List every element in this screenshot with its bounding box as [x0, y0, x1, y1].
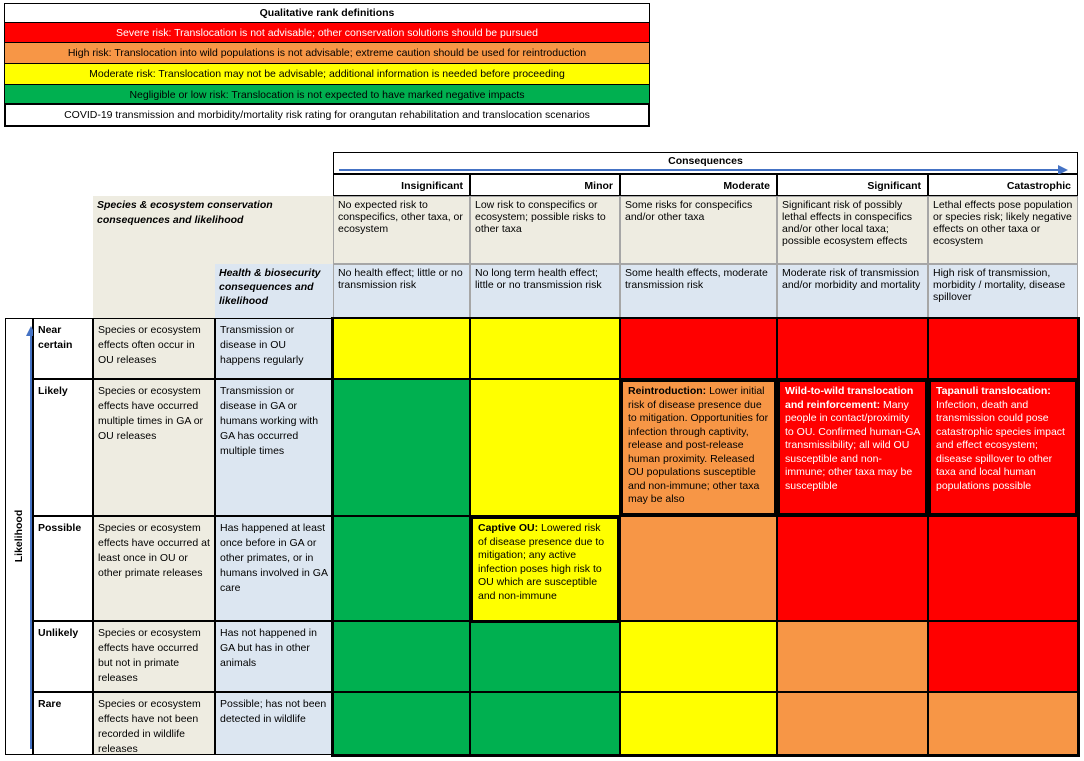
legend-low-risk: Negligible or low risk: Translocation is not expected to have marked negative impacts	[4, 84, 650, 105]
species-consequence-significant: Significant risk of possibly lethal effects in conspecifics and/or other local taxa; possible ecosystem effects	[777, 196, 928, 264]
row-label-possible: Possible	[33, 516, 93, 621]
legend-high-risk: High risk: Translocation into wild populations is not advisable; extreme caution should be used for reintroduction	[4, 42, 650, 64]
col-header-moderate: Moderate	[620, 174, 777, 196]
scenario-reintroduction	[620, 379, 777, 516]
row-species-rare: Species or ecosystem effects have not been recorded in wildlife releases	[93, 692, 215, 755]
likelihood-arrow-line	[30, 335, 32, 749]
consequences-arrow-line	[339, 169, 1061, 171]
row-health-likely: Transmission or disease in GA or humans working with GA has occurred multiple times	[215, 379, 333, 516]
species-label-fill	[93, 264, 215, 318]
legend-severe-risk: Severe risk: Translocation is not advisable; other conservation solutions should be pursued	[4, 22, 650, 43]
row-health-rare: Possible; has not been detected in wildlife	[215, 692, 333, 755]
health-consequence-significant: Moderate risk of transmission and/or morbidity and mortality	[777, 264, 928, 318]
row-label-near-certain: Near certain	[33, 318, 93, 379]
row-species-likely: Species or ecosystem effects have occurred multiple times in GA or OU releases	[93, 379, 215, 516]
row-species-unlikely: Species or ecosystem effects have occurred but not in primate releases	[93, 621, 215, 692]
scenario-captive-title: Captive OU:	[478, 522, 539, 534]
row-species-near-certain: Species or ecosystem effects often occur in OU releases	[93, 318, 215, 379]
row-health-unlikely: Has not happened in GA but has in other animals	[215, 621, 333, 692]
row-label-unlikely: Unlikely	[33, 621, 93, 692]
scenario-wild-to-wild-title: Wild-to-wild translocation and reinforcement:	[785, 385, 914, 411]
legend-moderate-risk: Moderate risk: Translocation may not be advisable; additional information is needed before proceeding	[4, 63, 650, 85]
row-label-likely: Likely	[33, 379, 93, 516]
row-health-near-certain: Transmission or disease in OU happens regularly	[215, 318, 333, 379]
species-consequence-catastrophic: Lethal effects pose population or species risk; likely negative effects on other taxa or ecosystem	[928, 196, 1078, 264]
figure-caption: COVID-19 transmission and morbidity/mortality risk rating for orangutan rehabilitation and translocation scenarios	[4, 103, 650, 127]
health-consequence-minor: No long term health effect; little or no transmission risk	[470, 264, 620, 318]
species-consequence-minor: Low risk to conspecifics or ecosystem; possible risks to other taxa	[470, 196, 620, 264]
scenario-wild-to-wild	[777, 379, 928, 516]
col-header-insignificant: Insignificant	[333, 174, 470, 196]
species-consequences-label: Species & ecosystem conservation consequences and likelihood	[93, 196, 333, 264]
scenario-reintroduction-text: Lower initial risk of disease presence due to mitigation. Opportunities for infection through captivity, release and post-release human proximity. Released OU populations susceptible and non-immune; other taxa may be also	[628, 385, 769, 505]
col-header-catastrophic: Catastrophic	[928, 174, 1078, 196]
scenario-captive	[470, 516, 620, 623]
health-consequence-catastrophic: High risk of transmission, morbidity / mortality, disease spillover	[928, 264, 1078, 318]
scenario-tapanuli	[928, 379, 1078, 516]
scenario-reintroduction-title: Reintroduction:	[628, 385, 707, 397]
col-header-minor: Minor	[470, 174, 620, 196]
health-consequences-label: Health & biosecurity consequences and likelihood	[215, 264, 333, 318]
scenario-tapanuli-title: Tapanuli translocation:	[936, 385, 1051, 397]
row-label-rare: Rare	[33, 692, 93, 755]
risk-legend	[4, 3, 650, 125]
health-consequence-moderate: Some health effects, moderate transmission risk	[620, 264, 777, 318]
species-consequence-insignificant: No expected risk to conspecifics, other taxa, or ecosystem	[333, 196, 470, 264]
health-consequence-insignificant: No health effect; little or no transmission risk	[333, 264, 470, 318]
row-species-possible: Species or ecosystem effects have occurred at least once in OU or other primate releases	[93, 516, 215, 621]
scenario-wild-to-wild-text: Many people in contact/proximity to OU. Confirmed human-GA transmissibility; all wild OU susceptible and non-immune; other taxa may be susceptible	[785, 398, 920, 492]
consequences-axis-title: Consequences	[668, 155, 743, 167]
likelihood-axis-title: Likelihood	[13, 509, 25, 563]
species-consequence-moderate: Some risks for conspecifics and/or other taxa	[620, 196, 777, 264]
legend-title: Qualitative rank definitions	[4, 3, 650, 23]
row-health-possible: Has happened at least once before in GA or other primates, or in humans involved in GA care	[215, 516, 333, 621]
col-header-significant: Significant	[777, 174, 928, 196]
scenario-tapanuli-text: Infection, death and transmission could pose catastrophic species impact and effect ecosystem; disease spillover to other taxa and local human populations possible	[936, 398, 1065, 492]
scenario-captive-text: Lowered risk of disease presence due to mitigation; any active infection poses high risk to OU which are susceptible and non-immune	[478, 522, 605, 602]
